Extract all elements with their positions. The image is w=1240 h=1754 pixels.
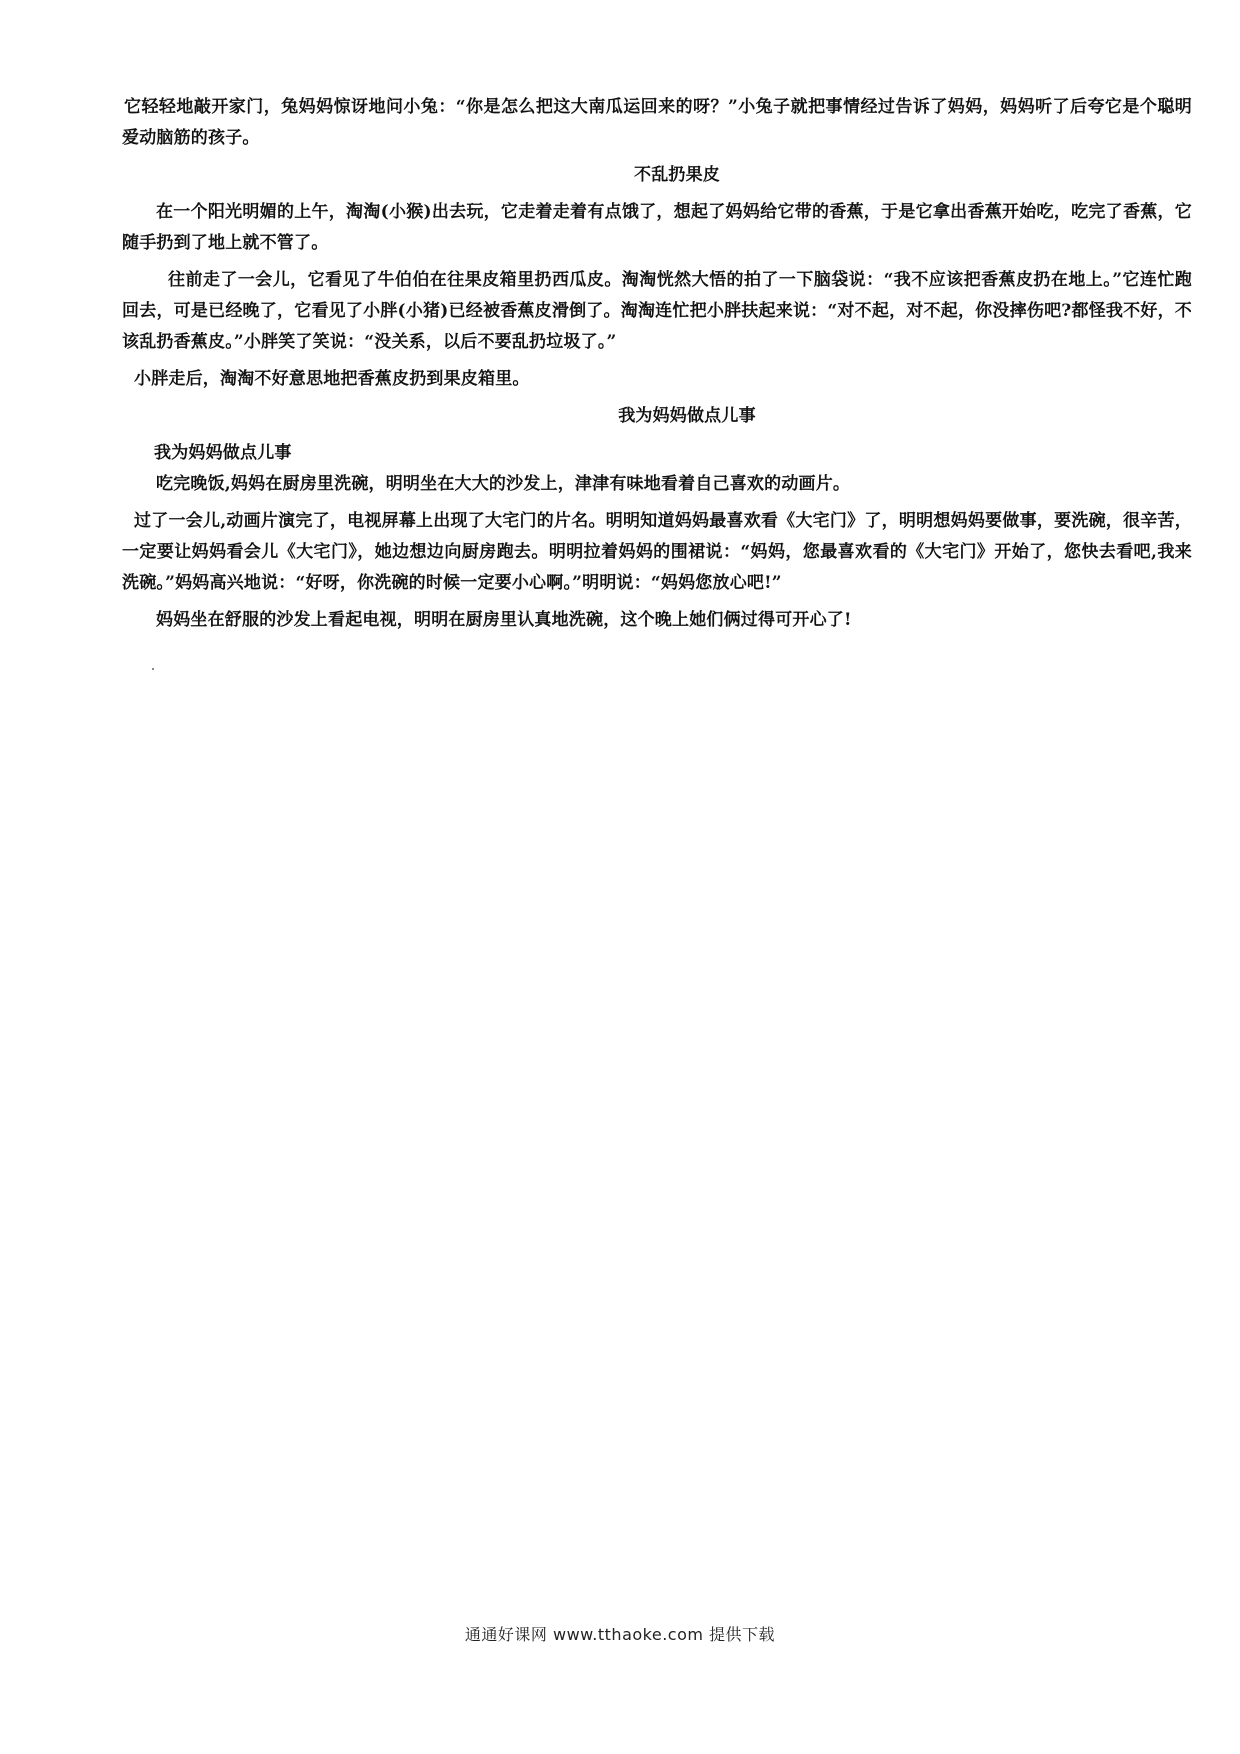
story3-paragraph-3: 妈妈坐在舒服的沙发上看起电视，明明在厨房里认真地洗碗，这个晚上她们俩过得可开心了! <box>156 610 852 630</box>
document-body <box>122 92 1192 636</box>
story2-paragraph-3: 小胖走后，淘淘不好意思地把香蕉皮扔到果皮箱里。 <box>134 369 530 389</box>
story-ending-paragraph: 它轻轻地敲开家门，兔妈妈惊讶地问小兔：“你是怎么把这大南瓜运回来的呀？”小兔子就把事情经过告诉了妈妈，妈妈听了后夸它是个聪明爱动脑筋的孩子。 <box>122 97 1192 148</box>
story2-paragraph-1: 在一个阳光明媚的上午，淘淘(小猴)出去玩，它走着走着有点饿了，想起了妈妈给它带的香蕉，于是它拿出香蕉开始吃，吃完了香蕉，它随手扔到了地上就不管了。 <box>122 202 1192 253</box>
story-title-bu-luan-reng-guo-pi: 不乱扔果皮 <box>634 165 720 185</box>
story3-subtitle: 我为妈妈做点儿事 <box>154 443 292 463</box>
story-title-wo-wei-mama: 我为妈妈做点儿事 <box>618 406 756 426</box>
scan-speck <box>152 668 154 670</box>
page-footer: 通通好课网 www.tthaoke.com 提供下载 <box>464 1625 776 1644</box>
story3-paragraph-1: 吃完晚饭,妈妈在厨房里洗碗，明明坐在大大的沙发上，津津有味地看着自己喜欢的动画片。 <box>156 474 851 494</box>
story3-paragraph-2: 过了一会儿,动画片演完了，电视屏幕上出现了大宅门的片名。明明知道妈妈最喜欢看《大宅门》了，明明想妈妈要做事，要洗碗，很辛苦，一定要让妈妈看会儿《大宅门》，她边想边向厨房跑去。明明拉着妈妈的围裙说：“妈妈，您最喜欢看的《大宅门》开始了，您快去看吧,我来洗碗。”妈妈高兴地说：“好呀，你洗碗的时候一定要小心啊。”明明说：“妈妈您放心吧!” <box>122 511 1192 593</box>
story2-paragraph-2: 往前走了一会儿，它看见了牛伯伯在往果皮箱里扔西瓜皮。淘淘恍然大悟的拍了一下脑袋说：“我不应该把香蕉皮扔在地上。”它连忙跑回去，可是已经晚了，它看见了小胖(小猪)已经被香蕉皮滑倒了。淘淘连忙把小胖扶起来说：“对不起，对不起，你没摔伤吧?都怪我不好，不该乱扔香蕉皮。”小胖笑了笑说：“没关系，以后不要乱扔垃圾了。” <box>122 270 1192 352</box>
